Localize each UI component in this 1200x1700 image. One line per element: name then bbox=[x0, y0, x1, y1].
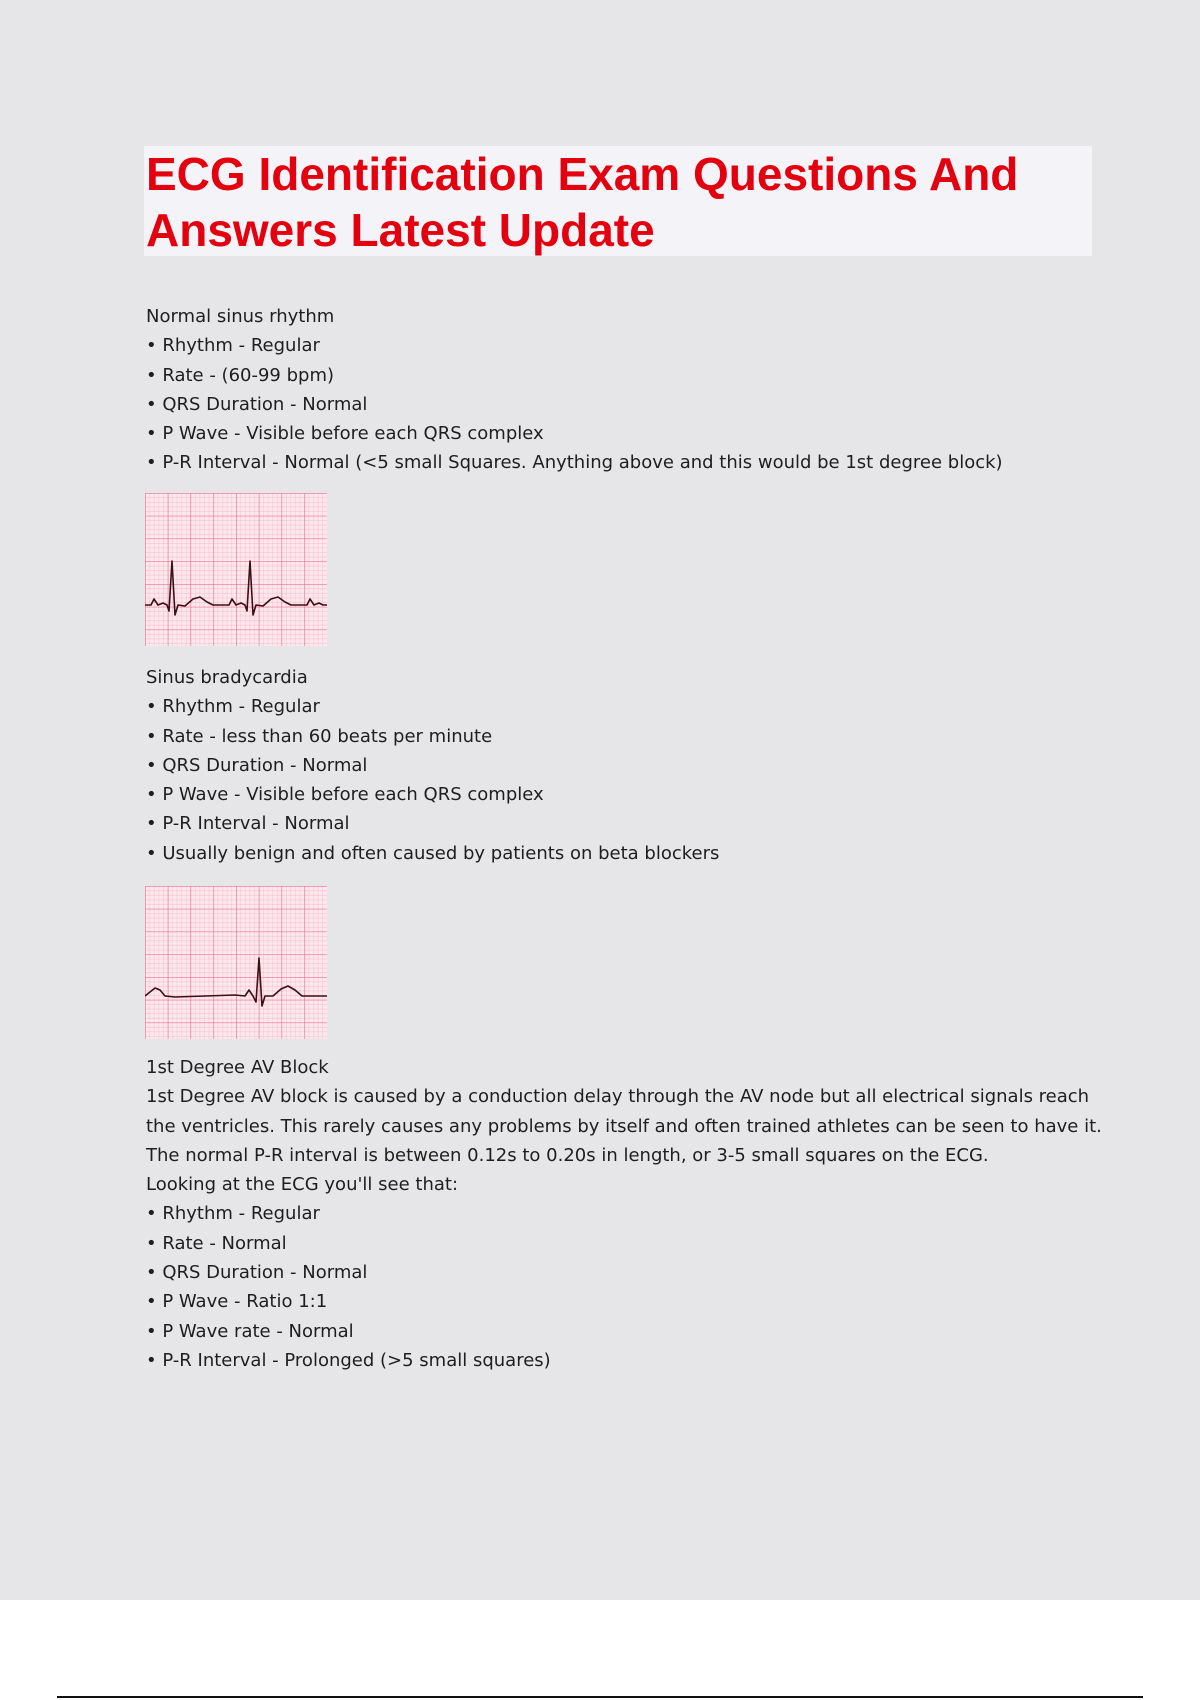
document-title bbox=[144, 146, 1092, 258]
title-block bbox=[144, 146, 1092, 256]
list-item: • P Wave - Visible before each QRS complex bbox=[146, 423, 544, 445]
list-item: • P Wave - Visible before each QRS complex bbox=[146, 784, 544, 806]
list-item: • Rate - Normal bbox=[146, 1232, 287, 1254]
ecg-strip-normal-sinus bbox=[145, 493, 327, 646]
section-heading: Sinus bradycardia bbox=[146, 667, 308, 688]
list-item: • P Wave rate - Normal bbox=[146, 1320, 354, 1342]
paragraph-line: the ventricles. This rarely causes any problems by itself and often trained athletes can be seen to have it. bbox=[146, 1115, 1102, 1137]
section-sinus-bradycardia bbox=[146, 663, 1106, 868]
list-item: • Usually benign and often caused by patients on beta blockers bbox=[146, 842, 720, 864]
paragraph-line: 1st Degree AV block is caused by a conduction delay through the AV node but all electrical signals reach bbox=[146, 1086, 1090, 1108]
list-item: • Rhythm - Regular bbox=[146, 696, 320, 718]
list-item: • P Wave - Ratio 1:1 bbox=[146, 1291, 328, 1313]
list-item: • P-R Interval - Prolonged (>5 small squares) bbox=[146, 1349, 551, 1371]
section-normal-sinus-rhythm bbox=[146, 302, 1106, 478]
list-item: • QRS Duration - Normal bbox=[146, 754, 368, 776]
section-first-degree-av-block bbox=[146, 1053, 1106, 1375]
section-heading: Normal sinus rhythm bbox=[146, 306, 335, 327]
list-item: • Rate - (60-99 bpm) bbox=[146, 364, 335, 386]
section-heading: 1st Degree AV Block bbox=[146, 1057, 329, 1078]
list-item: • QRS Duration - Normal bbox=[146, 393, 368, 415]
list-item: • P-R Interval - Normal bbox=[146, 813, 350, 835]
list-item: • QRS Duration - Normal bbox=[146, 1262, 368, 1284]
paragraph-line: The normal P-R interval is between 0.12s to 0.20s in length, or 3-5 small squares on the ECG. bbox=[146, 1144, 989, 1166]
paragraph-line: Looking at the ECG you'll see that: bbox=[146, 1174, 459, 1196]
ecg-strip-sinus-bradycardia bbox=[145, 886, 327, 1039]
list-item: • Rhythm - Regular bbox=[146, 1203, 320, 1225]
list-item: • Rhythm - Regular bbox=[146, 335, 320, 357]
footer-divider bbox=[57, 1696, 1143, 1698]
list-item: • P-R Interval - Normal (<5 small Squares. Anything above and this would be 1st degree block) bbox=[146, 452, 1003, 474]
title-line-2: Answers Latest Update bbox=[146, 204, 655, 256]
list-item: • Rate - less than 60 beats per minute bbox=[146, 725, 493, 747]
title-line-1: ECG Identification Exam Questions And bbox=[146, 148, 1019, 200]
